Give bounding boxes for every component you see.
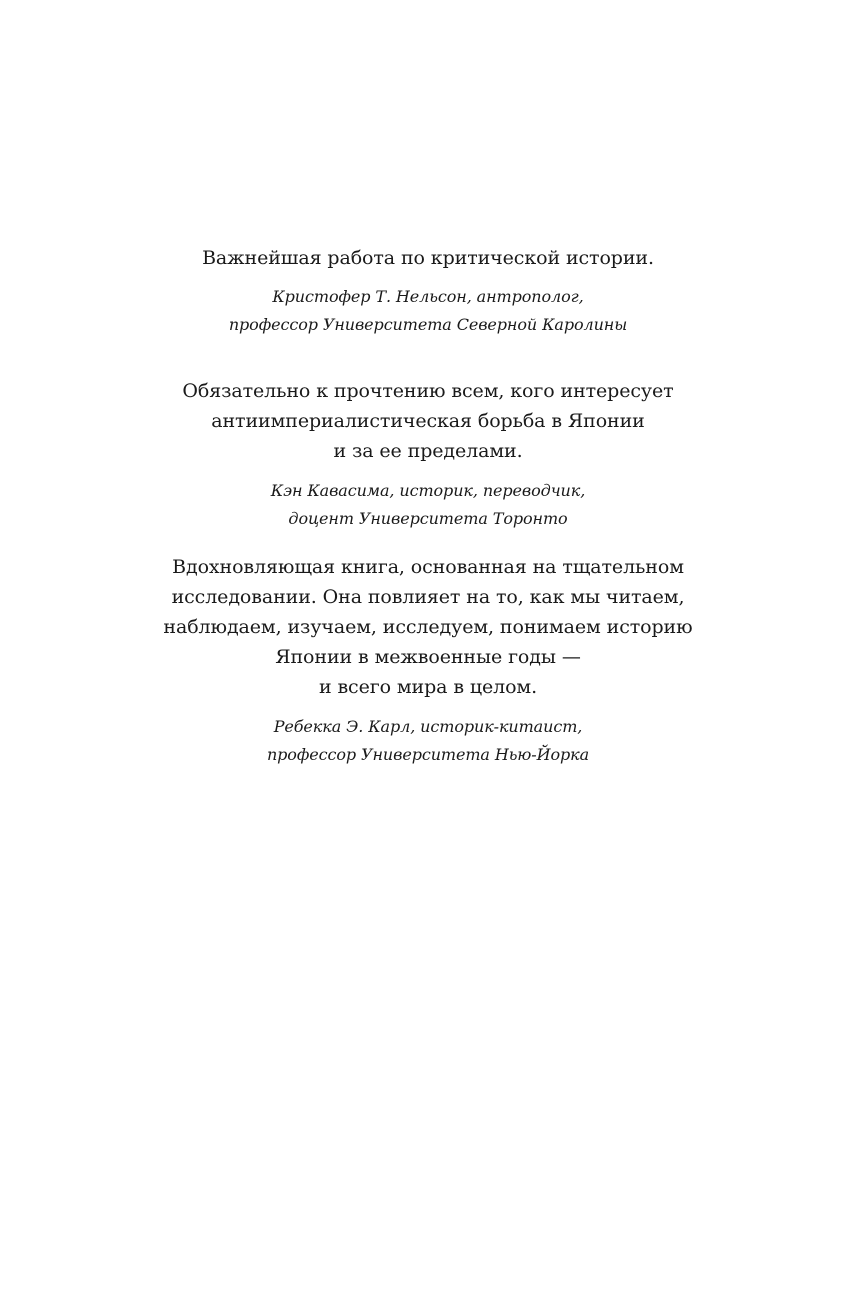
blurb-quote <box>0 243 856 273</box>
blurb-nelson <box>0 243 856 339</box>
blurb-attribution <box>0 477 856 533</box>
quote-line: Обязательно к прочтению всем, кого интересует <box>182 380 674 402</box>
quote-line: Важнейшая работа по критической истории. <box>202 247 654 269</box>
attribution-line: Кэн Кавасима, историк, переводчик, <box>270 481 586 500</box>
attribution-line: доцент Университета Торонто <box>288 509 568 528</box>
blurb-quote <box>0 552 856 702</box>
blurb-attribution <box>0 713 856 769</box>
attribution-line: Кристофер Т. Нельсон, антрополог, <box>272 287 584 306</box>
blurb-quote <box>0 376 856 466</box>
quote-line: Вдохновляющая книга, основанная на тщательном <box>172 556 684 578</box>
attribution-line: профессор Университета Северной Каролины <box>228 315 628 334</box>
quote-line: антиимпериалистическая борьба в Японии <box>211 410 645 432</box>
quote-line: наблюдаем, изучаем, исследуем, понимаем историю <box>163 616 693 638</box>
quote-line: исследовании. Она повлияет на то, как мы читаем, <box>171 586 685 608</box>
blurb-kawashima <box>0 376 856 533</box>
attribution-line: профессор Университета Нью-Йорка <box>266 745 590 764</box>
blurb-karl <box>0 552 856 769</box>
quote-line: Японии в межвоенные годы — <box>275 646 581 668</box>
quote-line: и всего мира в целом. <box>318 676 538 698</box>
attribution-line: Ребекка Э. Карл, историк-китаист, <box>273 717 583 736</box>
quote-line: и за ее пределами. <box>333 440 523 462</box>
blurb-attribution <box>0 283 856 339</box>
